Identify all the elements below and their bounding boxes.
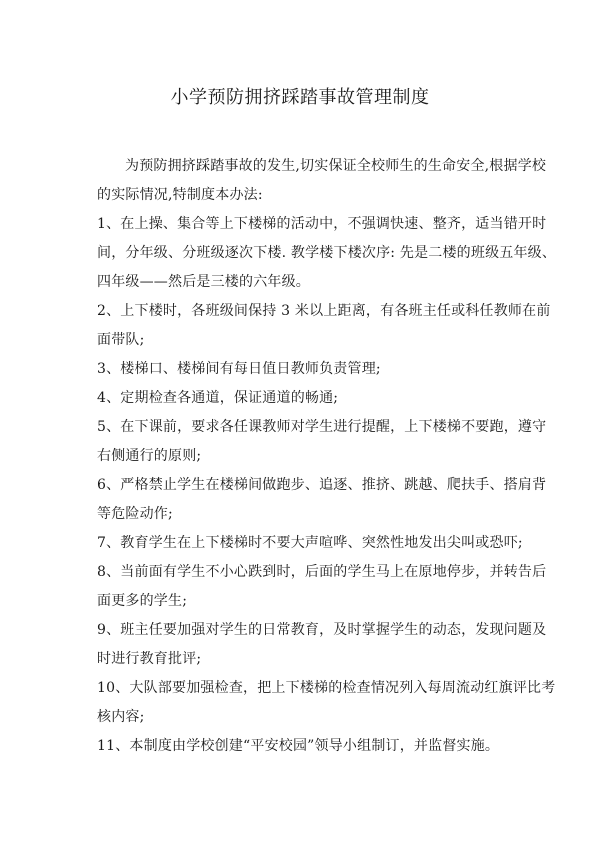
rule-item-10 (97, 674, 556, 732)
document-body (97, 152, 557, 761)
rule-line: 5、在下课前，要求各任课教师对学生进行提醒，上下楼梯不要跑，遵守 (97, 419, 547, 435)
rule-line: 核内容; (97, 709, 145, 725)
rule-line: 8、当前面有学生不小心跌到时，后面的学生马上在原地停步，并转告后 (97, 564, 547, 580)
rule-item-6 (97, 471, 547, 529)
intro-line: 的实际情况,特制度本办法: (97, 187, 263, 203)
rule-line: 7、教育学生在上下楼梯时不要大声喧哗、突然性地发出尖叫或恐吓; (97, 535, 523, 551)
rule-line: 10、大队部要加强检查，把上下楼梯的检查情况列入每周流动红旗评比考 (97, 680, 556, 696)
rule-line: 面带队; (97, 332, 145, 348)
rule-item-11 (97, 732, 505, 761)
rule-item-5 (97, 413, 547, 471)
rule-line: 3、楼梯口、楼梯间有每日值日教师负责管理; (97, 361, 381, 377)
rule-line: 2、上下楼时，各班级间保持 3 米以上距离，有各班主任或科任教师在前 (97, 303, 551, 319)
rule-line: 面更多的学生; (97, 593, 188, 609)
rule-item-1 (97, 210, 557, 297)
rule-item-4 (97, 384, 505, 413)
rule-line: 等危险动作; (97, 506, 173, 522)
rule-line: 11、本制度由学校创建“平安校园”领导小组制订，并监督实施。 (97, 738, 500, 754)
rule-item-3 (97, 355, 505, 384)
rule-line: 右侧通行的原则; (97, 448, 202, 464)
rule-item-7 (97, 529, 523, 558)
rule-line: 间，分年级、分班级逐次下楼. 教学楼下楼次序: 先是二楼的班级五年级、 (97, 245, 557, 261)
rule-item-9 (97, 616, 547, 674)
rule-line: 四年级——然后是三楼的六年级。 (97, 274, 310, 290)
rule-item-8 (97, 558, 547, 616)
rule-line: 时进行教育批评; (97, 651, 202, 667)
document-title: 小学预防拥挤踩踏事故管理制度 (170, 87, 430, 108)
rule-line: 6、严格禁止学生在楼梯间做跑步、追逐、推挤、跳越、爬扶手、搭肩背 (97, 477, 547, 493)
rule-line: 9、班主任要加强对学生的日常教育，及时掌握学生的动态，发现问题及 (97, 622, 547, 638)
intro-line: 为预防拥挤踩踏事故的发生,切实保证全校师生的生命安全,根据学校 (125, 158, 547, 174)
intro-paragraph (97, 152, 547, 210)
rule-line: 4、定期检查各通道，保证通道的畅通; (97, 390, 339, 406)
rule-item-2 (97, 297, 551, 355)
rule-line: 1、在上操、集合等上下楼梯的活动中，不强调快速、整齐，适当错开时 (97, 216, 547, 232)
